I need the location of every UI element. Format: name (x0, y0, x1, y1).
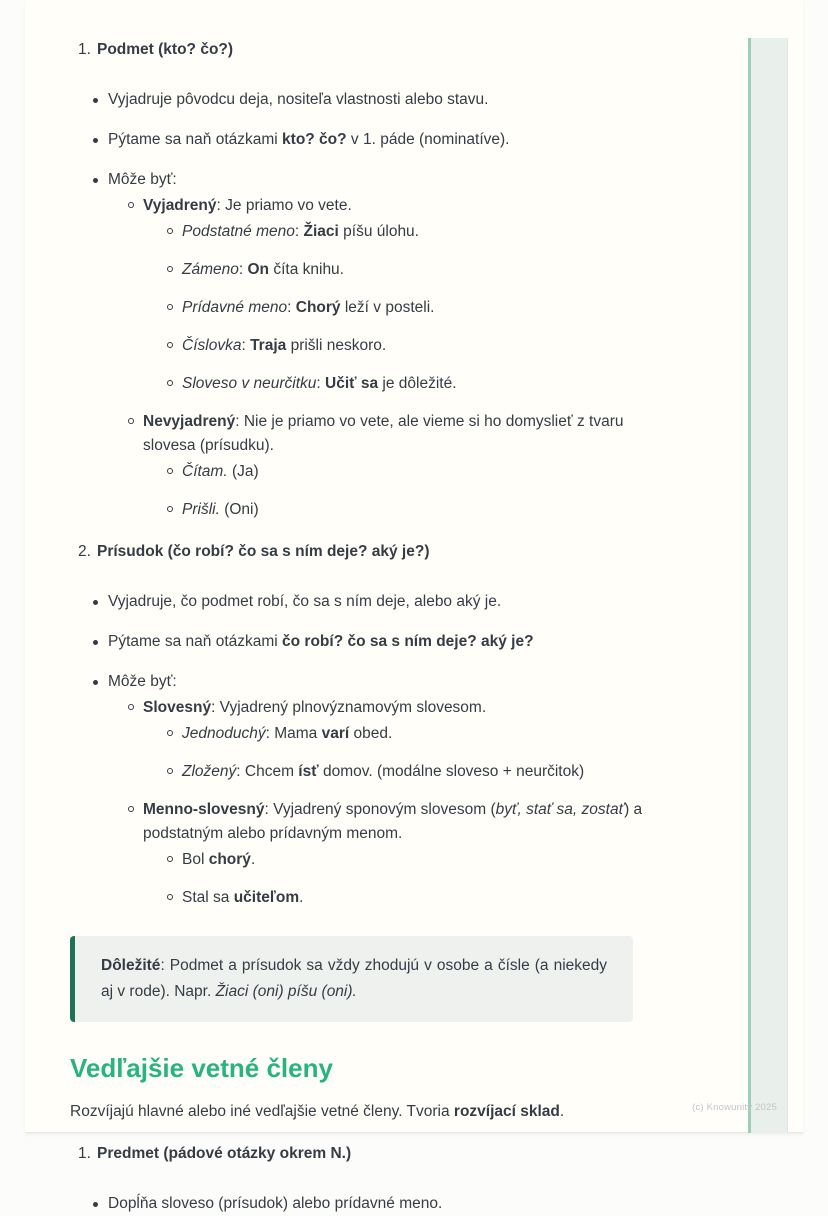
text-run: Predmet (pádové otázky okrem N.) (97, 1145, 352, 1162)
bullet-item-text (143, 798, 663, 846)
text-run: Zámeno (182, 261, 239, 278)
text-run: : (287, 299, 296, 316)
text-run: čo robí? čo sa s ním deje? aký je? (282, 633, 534, 650)
numbered-item (78, 540, 708, 564)
bullet-item-text (182, 498, 708, 522)
text-run: : Vyjadrený sponovým slovesom ( (264, 801, 496, 818)
text-run: Môže byť: (108, 673, 177, 690)
text-run: kto? čo? (282, 131, 347, 148)
text-run: On (247, 261, 270, 278)
text-run: Pýtame sa naň otázkami (108, 131, 283, 148)
bullet-circle-icon (167, 380, 173, 386)
callout-text (101, 953, 607, 1005)
text-run: Číslovka (182, 337, 242, 354)
bullet-circle-icon (167, 856, 173, 862)
text-run: Jednoduchý (182, 725, 266, 742)
section-heading: Vedľajšie vetné členy (70, 1053, 333, 1083)
list-number: 1. (78, 41, 91, 58)
text-run: obed. (349, 725, 393, 742)
text-run: chorý (208, 851, 251, 868)
bullet-disc-icon (93, 138, 98, 143)
bullet-disc-icon (93, 178, 98, 183)
text-run: Prídavné meno (182, 299, 288, 316)
bullet-item-text (182, 372, 708, 396)
text-run: : (316, 375, 326, 392)
text-run: prišli neskoro. (286, 337, 387, 354)
bullet-level3-item (167, 220, 708, 244)
bullet-level3-item (167, 498, 708, 522)
text-run: : (294, 223, 304, 240)
text-run: Vyjadruje pôvodcu deja, nositeľa vlastnosti alebo stavu. (108, 91, 489, 108)
text-run: Prišli. (182, 501, 220, 518)
text-run: : Vyjadrený plnovýznamovým slovesom. (211, 699, 487, 716)
text-run: Prísudok (čo robí? čo sa s ním deje? aký je?) (97, 543, 430, 560)
text-run: píšu úlohu. (338, 223, 419, 240)
text-run: Dopĺňa sloveso (prísudok) alebo prídavné meno. (108, 1195, 443, 1212)
bullet-item-text (182, 760, 708, 784)
text-run: leží v posteli. (340, 299, 435, 316)
text-run: Chorý (295, 299, 341, 316)
text-run: Môže byť: (108, 171, 177, 188)
bullet-circle-icon (167, 730, 173, 736)
bullet-item-text (108, 168, 708, 192)
text-run: Vyjadruje, čo podmet robí, čo sa s ním deje, alebo aký je. (108, 593, 502, 610)
text-run: Vyjadrený (143, 197, 217, 214)
bullet-item-text (143, 696, 663, 720)
text-run: rozvíjací sklad (453, 1103, 560, 1120)
text-run: Stal sa (182, 889, 234, 906)
bullet-level3-item (167, 760, 708, 784)
bullet-level2-item (128, 696, 708, 720)
text-run: . (250, 851, 256, 868)
bullet-level1-item (93, 128, 708, 152)
text-run: Nevyjadrený (143, 413, 236, 430)
bullet-circle-icon (167, 342, 173, 348)
text-run: učiteľom (233, 889, 300, 906)
bullet-level1-item (93, 1192, 708, 1216)
bullet-level3-item (167, 886, 708, 910)
text-run: : (238, 261, 248, 278)
numbered-item-text (97, 38, 708, 62)
bullet-disc-icon (93, 640, 98, 645)
text-run: : Podmet a prísudok sa vždy zhodujú v osobe a čísle (a niekedy aj v rode). Napr. (101, 957, 607, 1000)
bullet-item-text (182, 220, 708, 244)
bullet-circle-icon (167, 266, 173, 272)
paragraph (70, 1100, 708, 1124)
bullet-item-text (182, 258, 708, 282)
text-run: Bol (182, 851, 209, 868)
list-number: 2. (78, 543, 91, 560)
text-run: Zložený (182, 763, 237, 780)
bullet-level3-item (167, 848, 708, 872)
bullet-level1-item (93, 590, 708, 614)
bullet-disc-icon (93, 98, 98, 103)
bullet-item-text (182, 722, 708, 746)
numbered-item (78, 38, 708, 62)
bullet-item-text (143, 410, 663, 458)
text-run: v 1. páde (nominatíve). (346, 131, 510, 148)
text-run: ) a podstatným alebo prídavným menom. (143, 801, 643, 842)
numbered-item-text (97, 540, 708, 564)
bullet-item-text (108, 590, 708, 614)
text-run: ísť (298, 763, 319, 780)
text-run: : Chcem (236, 763, 299, 780)
text-run: Podstatné meno (182, 223, 295, 240)
bullet-item-text (143, 194, 663, 218)
bullet-level3-item (167, 722, 708, 746)
text-run: Menno-slovesný (143, 801, 265, 818)
text-run: Rozvíjajú hlavné alebo iné vedľajšie vetné členy. Tvoria (70, 1103, 454, 1120)
text-run: je dôležité. (378, 375, 457, 392)
text-run: domov. (modálne sloveso + neurčitok) (318, 763, 585, 780)
text-run: Pýtame sa naň otázkami (108, 633, 283, 650)
bullet-circle-icon (128, 704, 134, 710)
list-number: 1. (78, 1145, 91, 1162)
document-blocks (25, 0, 803, 1216)
bullet-item-text (108, 88, 708, 112)
text-run: Sloveso v neurčitku (182, 375, 317, 392)
text-run: : Je priamo vo vete. (216, 197, 352, 214)
bullet-level1-item (93, 670, 708, 694)
bullet-level3-item (167, 334, 708, 358)
bullet-item-text (108, 1192, 708, 1216)
text-run: varí (321, 725, 350, 742)
bullet-circle-icon (128, 202, 134, 208)
text-run: Čítam. (182, 463, 228, 480)
text-run: byť, stať sa, zostať (495, 801, 625, 818)
numbered-item (78, 1142, 708, 1166)
bullet-item-text (182, 296, 708, 320)
text-run: : Nie je priamo vo vete, ale vieme si ho domyslieť z tvaru slovesa (prísudku). (143, 413, 624, 454)
bullet-circle-icon (167, 468, 173, 474)
bullet-level3-item (167, 296, 708, 320)
text-run: Slovesný (143, 699, 212, 716)
bullet-item-text (182, 886, 708, 910)
bullet-circle-icon (167, 768, 173, 774)
bullet-item-text (182, 334, 708, 358)
bullet-circle-icon (167, 304, 173, 310)
bullet-circle-icon (167, 228, 173, 234)
bullet-item-text (108, 670, 708, 694)
text-run: Učiť sa (325, 375, 379, 392)
bullet-level1-item (93, 168, 708, 192)
bullet-level3-item (167, 460, 708, 484)
bullet-level2-item (128, 410, 708, 458)
text-run: číta knihu. (269, 261, 344, 278)
bullet-circle-icon (128, 806, 134, 812)
text-run: Podmet (kto? čo?) (97, 41, 234, 58)
bullet-level3-item (167, 372, 708, 396)
bullet-level1-item (93, 630, 708, 654)
text-run: Žiaci (303, 223, 339, 240)
bullet-disc-icon (93, 680, 98, 685)
text-run: (Oni) (219, 501, 259, 518)
bullet-disc-icon (93, 600, 98, 605)
bullet-level2-item (128, 798, 708, 846)
watermark: (c) Knowunity 2025 (692, 1102, 777, 1113)
bullet-item-text (108, 630, 708, 654)
bullet-circle-icon (128, 418, 134, 424)
bullet-item-text (182, 460, 708, 484)
bullet-level1-item (93, 88, 708, 112)
text-run: Dôležité (101, 957, 161, 974)
text-run: (Ja) (227, 463, 259, 480)
document-page (25, 0, 803, 1212)
text-run: . (299, 889, 304, 906)
text-run: : Mama (265, 725, 322, 742)
bullet-disc-icon (93, 1202, 98, 1207)
text-run: Traja (250, 337, 287, 354)
bullet-circle-icon (167, 894, 173, 900)
bullet-item-text (108, 128, 708, 152)
text-run: : (241, 337, 251, 354)
bullet-circle-icon (167, 506, 173, 512)
bullet-level3-item (167, 258, 708, 282)
text-run: . (559, 1103, 565, 1120)
bullet-level2-item (128, 194, 708, 218)
important-callout (70, 936, 633, 1022)
numbered-item-text (97, 1142, 708, 1166)
text-run: Žiaci (oni) píšu (oni). (215, 983, 357, 1000)
bullet-item-text (182, 848, 708, 872)
